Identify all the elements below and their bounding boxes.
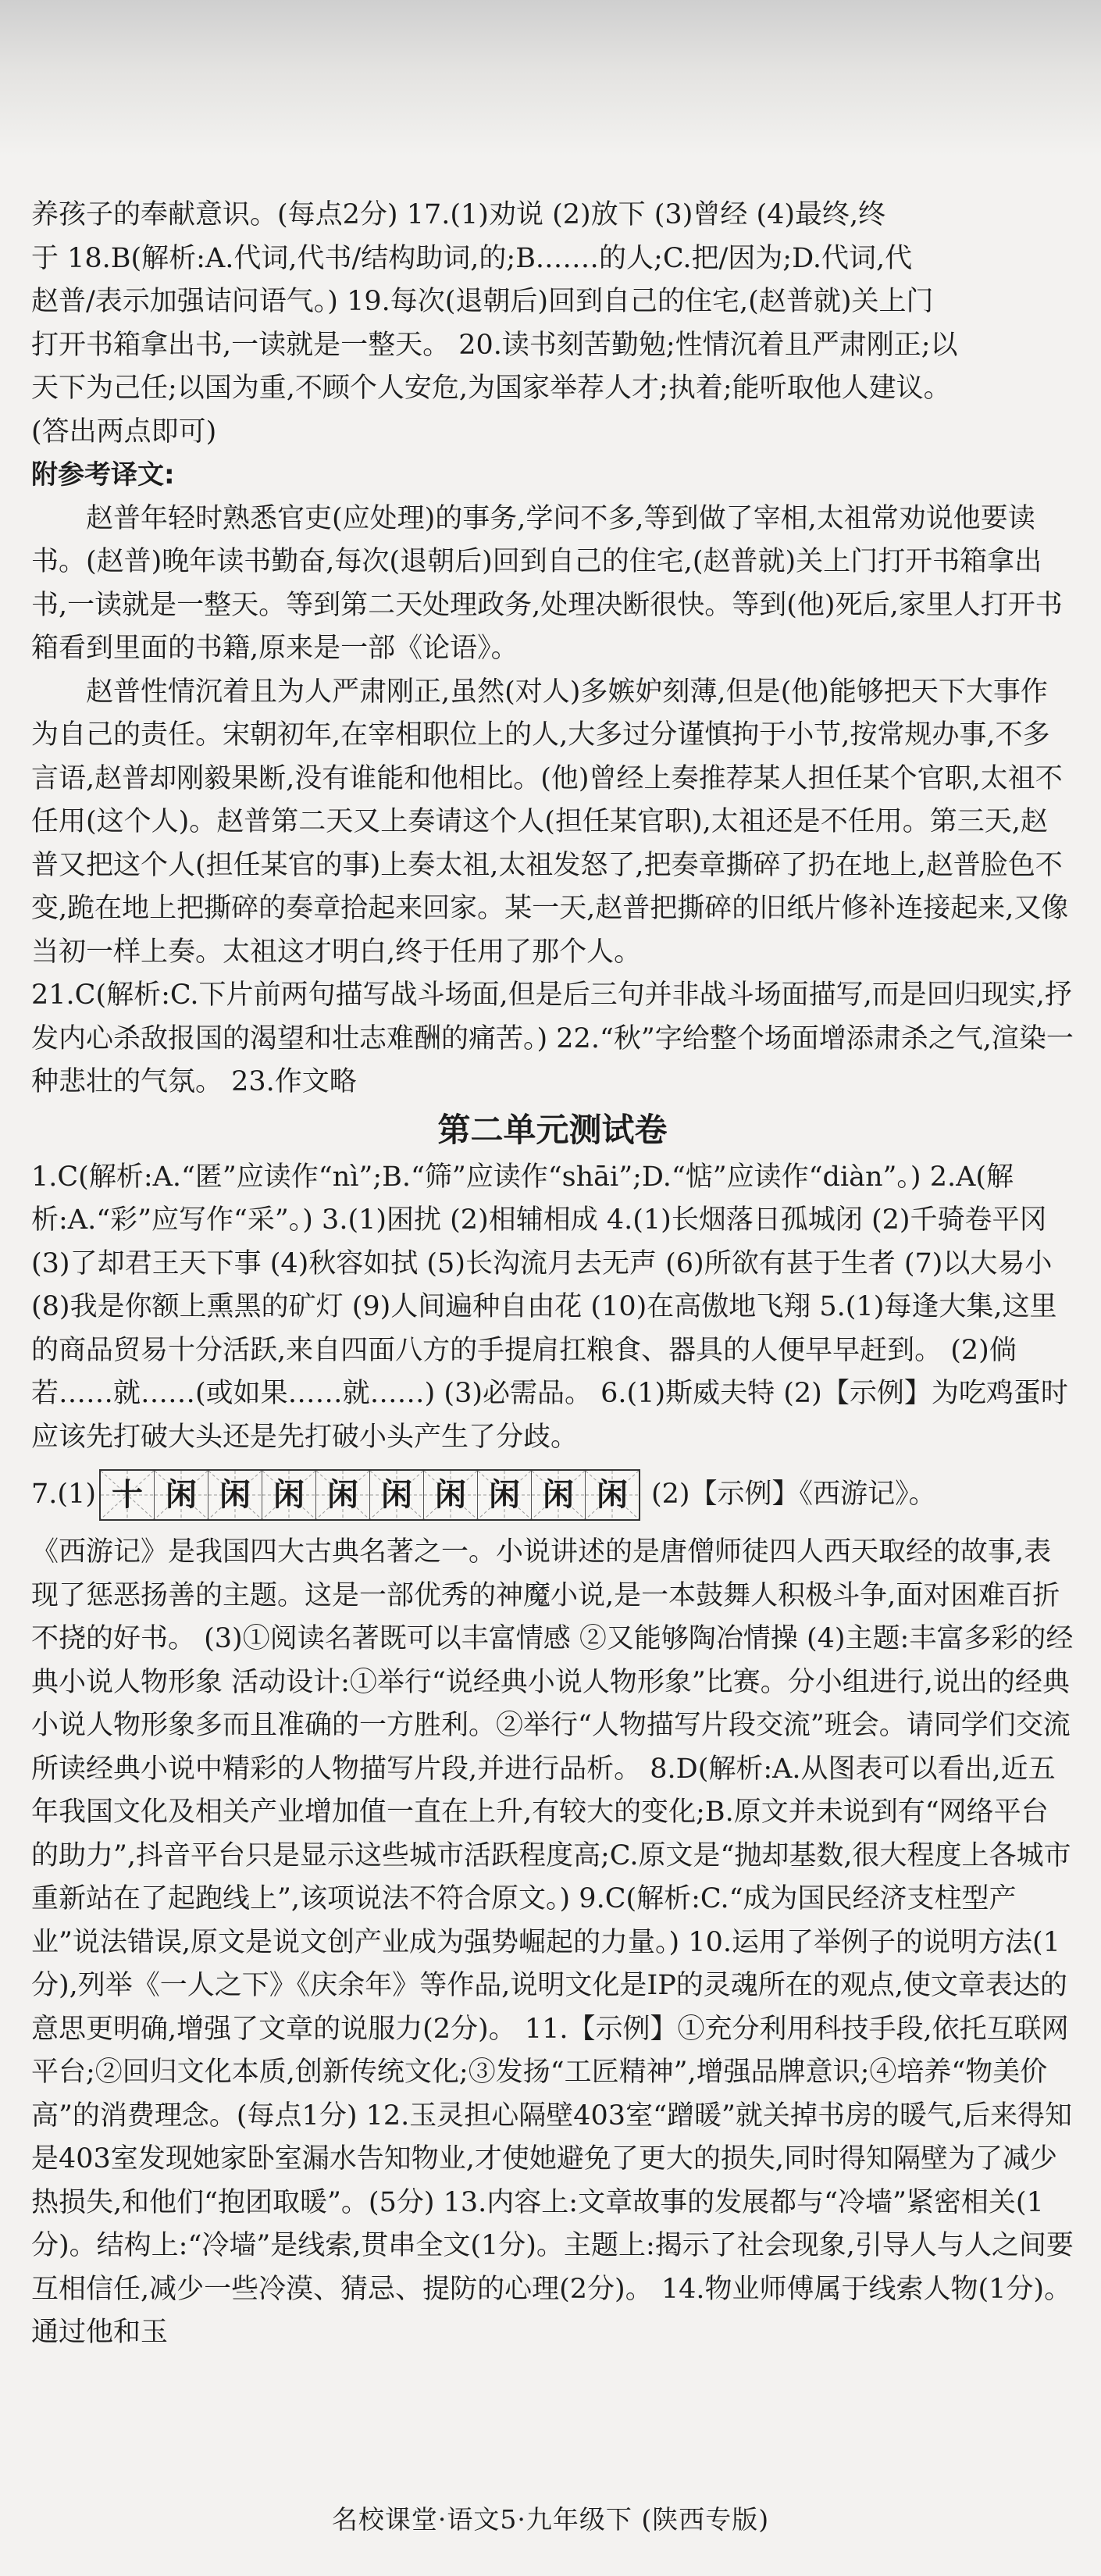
grid-cell (478, 1471, 532, 1519)
reference-translation-heading: 附参考译文: (31, 459, 175, 491)
answer-text (31, 194, 1074, 2355)
text-line: (答出两点即可) (31, 416, 217, 448)
grid-character: 闲 (542, 1476, 574, 1514)
translation-paragraph: 赵普性情沉着且为人严肃刚正,虽然(对人)多嫉妒刻薄,但是(他)能够把天下大事作为自己的责任。宋朝初年,在宰相职位上的人,大多过分谨慎拘于小节,按常规办事,不多言语,赵普却刚毅果断,没有谁能和他相比。(他)曾经上奏推荐某人担任某个官职,太祖不任用(这个人)。赵普第二天又上奏请这个人(担任某官职),太祖还是不任用。第三天,赵普又把这个人(担任某官的事)上奏太祖,太祖发怒了,把奏章撕碎了扔在地上,赵普脸色不变,跪在地上把撕碎的奏章拾起来回家。某一天,赵普把撕碎的旧纸片修补连接起来,又像当初一样上奏。太祖这才明白,终于任用了那个人。 (31, 676, 1069, 968)
text-line: 养孩子的奉献意识。(每点2分) 17.(1)劝说 (2)放下 (3)曾经 (4)最终,终 (31, 199, 886, 230)
grid-character: 闲 (273, 1476, 305, 1514)
answer-paragraph: 1.C(解析:A.“匿”应读作“nì”;B.“筛”应读作“shāi”;D.“惦”应读作“diàn”。) 2.A(解析:A.“彩”应写作“采”。) 3.(1)困扰 (2)相辅相成 4.(1)长烟落日孤城闭 (2)千骑卷平冈 (3)了却君王天下事 (4)秋容如拭 (5)长沟流月去无声 (6)所欲有甚于生者 (7)以大易小 (8)我是你额上熏黑的矿灯 (9)人间遍种自由花 (10)在高傲地飞翔 5.(1)每逢大集,这里的商品贸易十分活跃,来自四面八方的手提肩扛粮食、器具的人便早早赶到。 (2)倘若……就……(或如果……就……) (3)必需品。 6.(1)斯威夫特 (2)【示例】为吃鸡蛋时应该先打破大头还是先打破小头产生了分歧。 (31, 1161, 1068, 1453)
text-line: 打开书箱拿出书,一读就是一整天。 20.读书刻苦勤勉;性情沉着且严肃刚正;以 (31, 329, 958, 361)
item-tail: (2)【示例】《西游记》。 (650, 1479, 936, 1511)
grid-character: 闲 (434, 1476, 466, 1514)
item-label: 7.(1) (31, 1479, 96, 1511)
grid-character: 十 (111, 1476, 143, 1514)
grid-cell (155, 1471, 208, 1519)
grid-character: 闲 (380, 1476, 412, 1514)
grid-character: 闲 (326, 1476, 358, 1514)
scan-shadow (0, 0, 1101, 156)
grid-cell (101, 1471, 155, 1519)
calligraphy-answer-line (31, 1465, 1074, 1525)
character-grid (99, 1469, 640, 1521)
text-line: 于 18.B(解析:A.代词,代书/结构助词,的;B.……的人;C.把/因为;D.代词,代 (31, 242, 913, 274)
grid-cell (316, 1471, 370, 1519)
grid-cell (262, 1471, 316, 1519)
text-line: 赵普/表示加强诘问语气。) 19.每次(退朝后)回到自己的住宅,(赵普就)关上门 (31, 286, 934, 317)
grid-character: 闲 (165, 1476, 197, 1514)
grid-character: 闲 (596, 1476, 628, 1514)
grid-character: 闲 (488, 1476, 520, 1514)
grid-cell (208, 1471, 262, 1519)
translation-paragraph: 赵普年轻时熟悉官吏(应处理)的事务,学问不多,等到做了宰相,太祖常劝说他要读书。(赵普)晚年读书勤奋,每次(退朝后)回到自己的住宅,(赵普就)关上门打开书箱拿出书,一读就是一整天。等到第二天处理政务,处理决断很快。等到(他)死后,家里人打开书箱看到里面的书籍,原来是一部《论语》。 (31, 502, 1063, 664)
grid-cell (370, 1471, 424, 1519)
grid-cell (586, 1471, 639, 1519)
text-line: 天下为己任;以国为重,不顾个人安危,为国家举荐人才;执着;能听取他人建议。 (31, 373, 951, 404)
grid-cell (532, 1471, 586, 1519)
unit-title: 第二单元测试卷 (437, 1110, 668, 1149)
answer-paragraph: 《西游记》是我国四大古典名著之一。小说讲述的是唐僧师徒四人西天取经的故事,表现了惩恶扬善的主题。这是一部优秀的神魔小说,是一本鼓舞人积极斗争,面对困难百折不挠的好书。 (3)①阅读名著既可以丰富情感 ②又能够陶冶情操 (4)主题:丰富多彩的经典小说人物形象 活动设计:①举行“说经典小说人物形象”比赛。分小组进行,说出的经典小说人物形象多而且准确的一方胜利。②举行“人物描写片段交流”班会。请同学们交流所读经典小说中精彩的人物描写片段,并进行品析。 8.D(解析:A.从图表可以看出,近五年我国文化及相关产业增加值一直在上升,有较大的变化;B.原文并未说到有“网络平台的助力”,抖音平台只是显示这些城市活跃程度高;C.原文是“抛却基数,很大程度上各城市重新站在了起跑线上”,该项说法不符合原文。) 9.C(解析:C.“成为国民经济支柱型产业”说法错误,原文是说文创产业成为强势崛起的力量。) 10.运用了举例子的说明方法(1分),列举《一人之下》《庆余年》等作品,说明文化是IP的灵魂所在的观点,使文章表达的意思更明确,增强了文章的说服力(2分)。 11.【示例】①充分利用科技手段,依托互联网平台;②回归文化本质,创新传统文化;③发扬“工匠精神”,增强品牌意识;④培养“物美价高”的消费理念。(每点1分) 12.玉灵担心隔壁403室“蹭暖”就关掉书房的暖气,后来得知是403室发现她家卧室漏水告知物业,才使她避免了更大的损失,同时得知隔壁为了减少热损失,和他们“抱团取暖”。(5分) 13.内容上:文章故事的发展都与“冷墙”紧密相关(1分)。结构上:“冷墙”是线索,贯串全文(1分)。主题上:揭示了社会现象,引导人与人之间要互相信任,减少一些冷漠、猜忌、提防的心理(2分)。 14.物业师傅属于线索人物(1分)。通过他和玉 (31, 1536, 1074, 2348)
answer-paragraph: 21.C(解析:C.下片前两句描写战斗场面,但是后三句并非战斗场面描写,而是回归现实,抒发内心杀敌报国的渴望和壮志难酬的痛苦。) 22.“秋”字给整个场面增添肃杀之气,渲染一种悲壮的气氛。 23.作文略 (31, 979, 1074, 1097)
grid-cell (424, 1471, 478, 1519)
page-footer: 名校课堂·语文5·九年级下 (陕西专版) (331, 2504, 770, 2535)
grid-character: 闲 (219, 1476, 251, 1514)
